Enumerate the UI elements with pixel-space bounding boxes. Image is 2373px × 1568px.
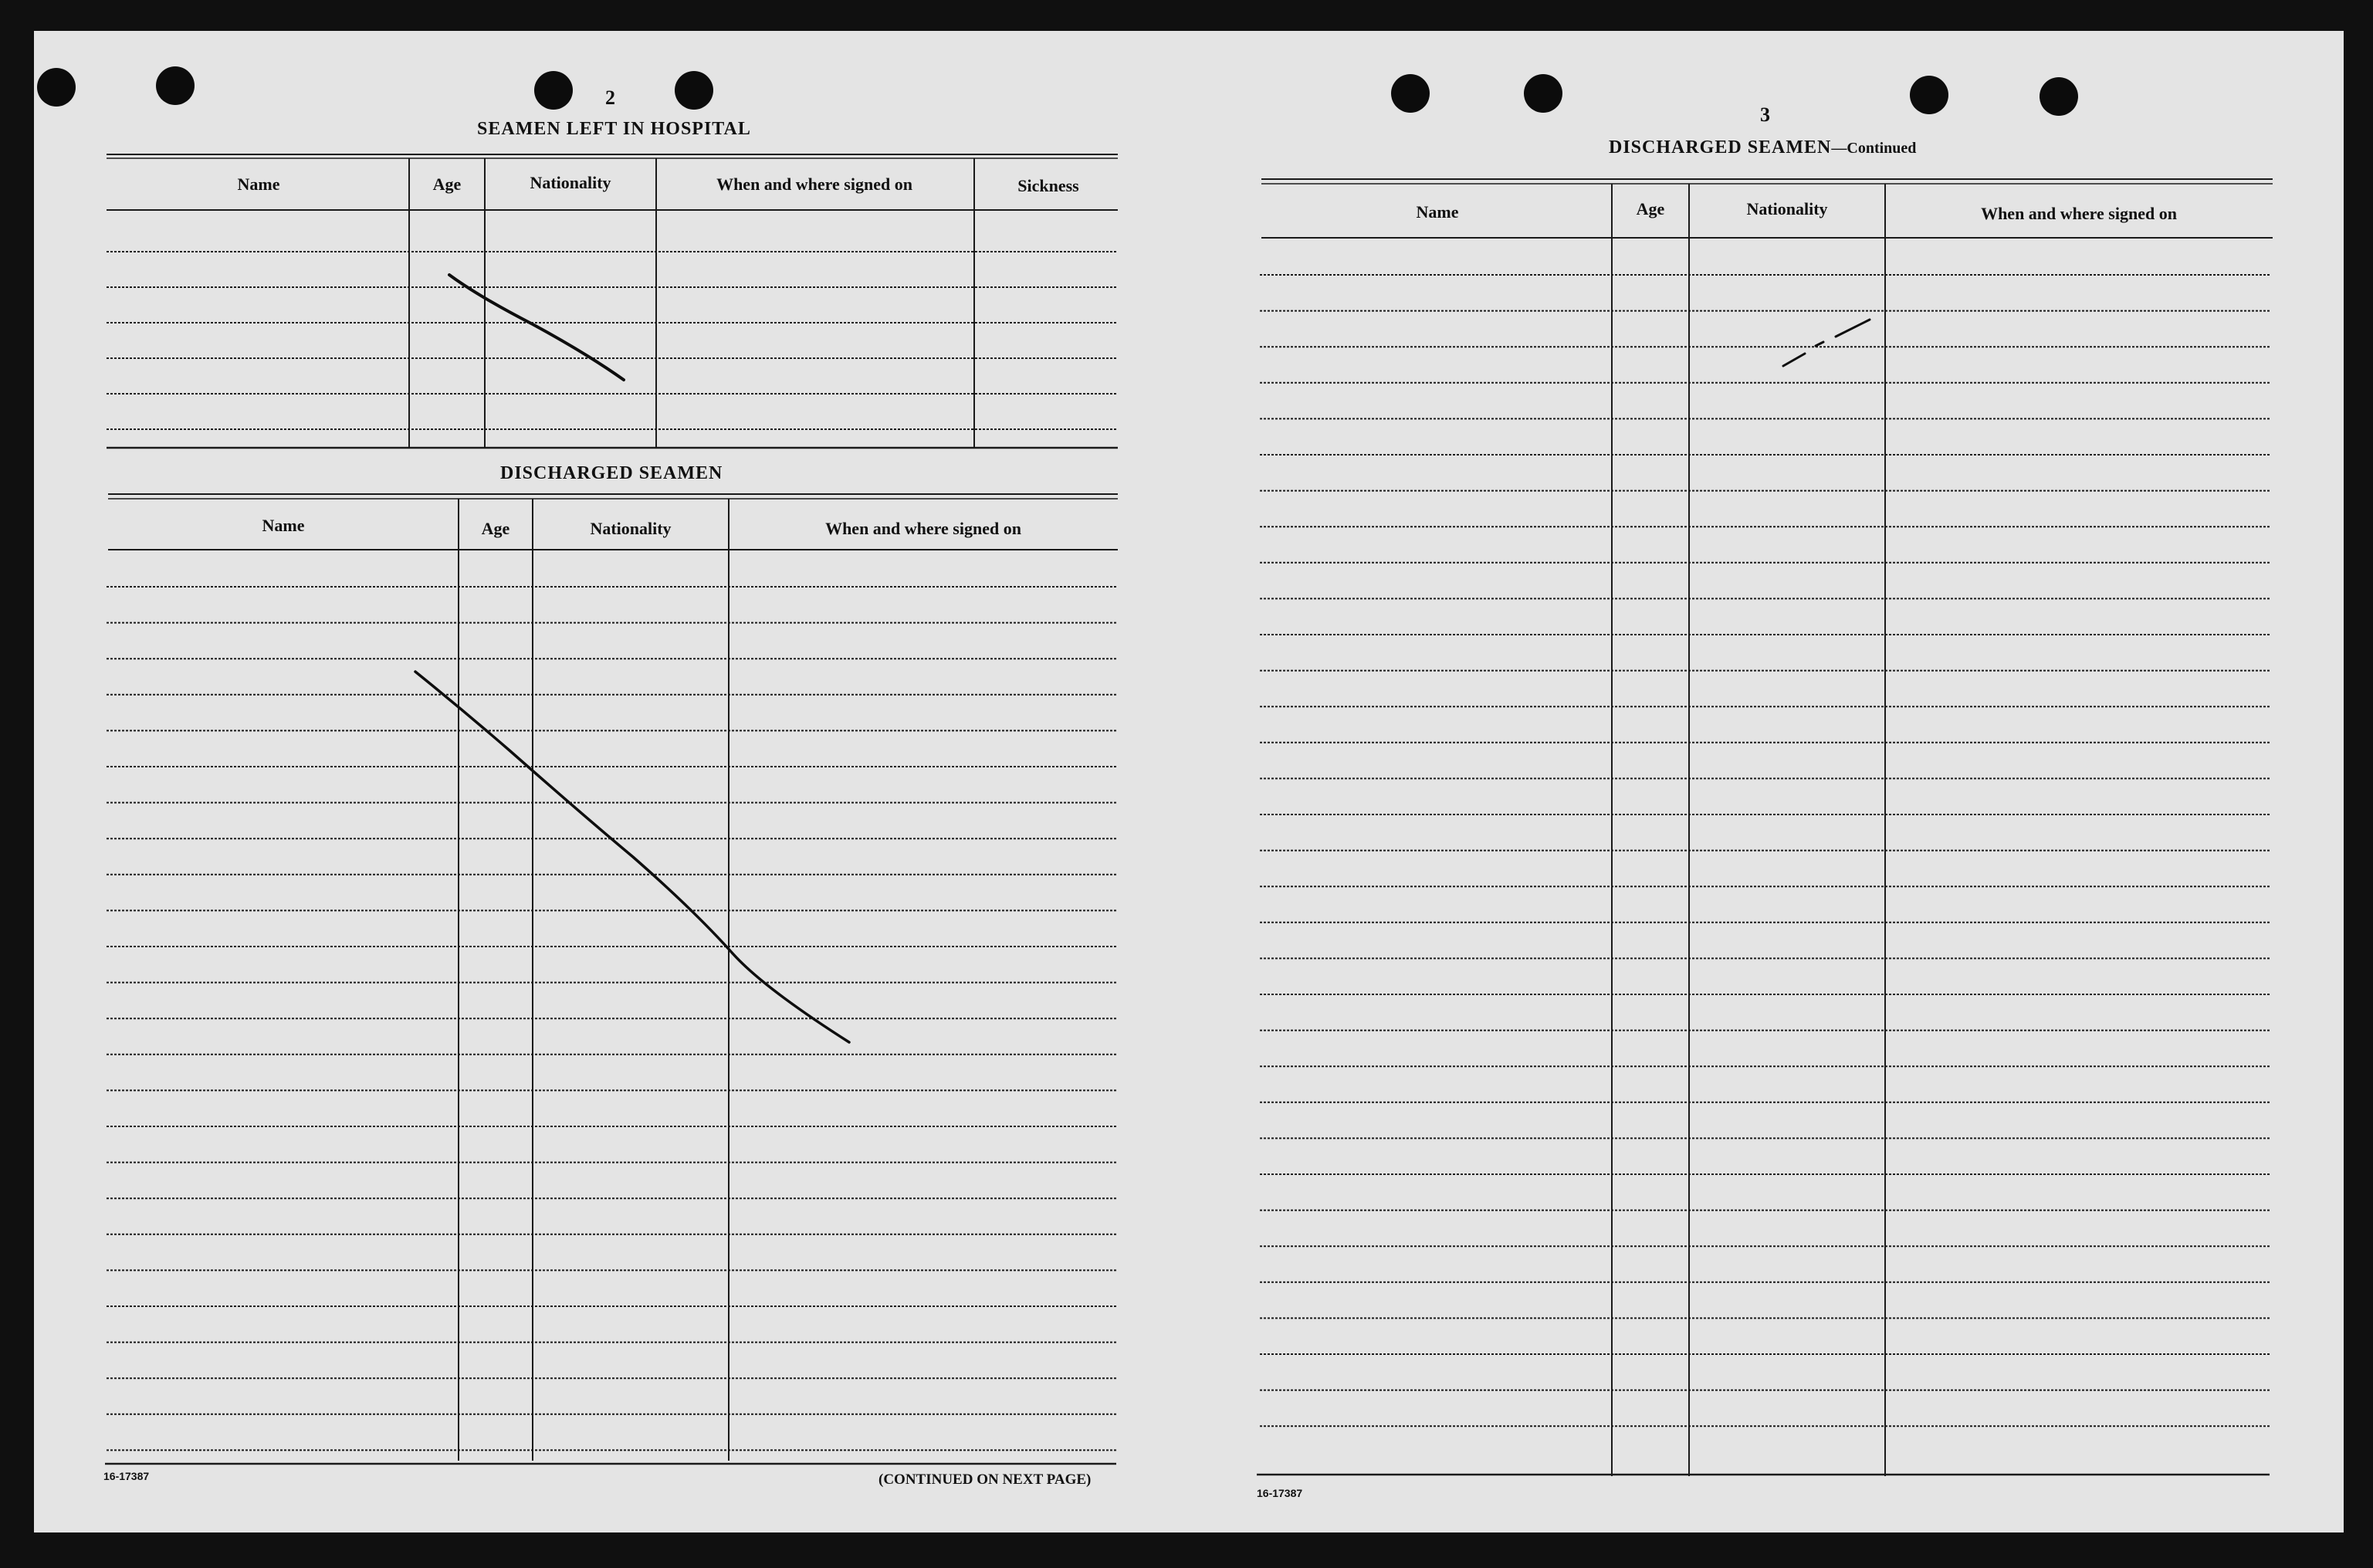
- discharged-col-signed-on: When and where signed on: [825, 519, 1021, 538]
- hospital-col-name: Name: [237, 174, 280, 194]
- cancel-stroke: [449, 275, 624, 380]
- page-number-right: 3: [1760, 103, 1770, 126]
- hospital-section-title: SEAMEN LEFT IN HOSPITAL: [477, 119, 751, 139]
- continued-col-nationality: Nationality: [1746, 199, 1828, 218]
- ink-mark: [1816, 342, 1823, 346]
- cancel-stroke: [415, 672, 849, 1042]
- hospital-col-sickness: Sickness: [1017, 176, 1079, 195]
- continued-col-signed-on: When and where signed on: [1981, 204, 2177, 223]
- title-suffix: —Continued: [1831, 140, 1917, 157]
- discharged-section-title: DISCHARGED SEAMEN: [500, 463, 723, 483]
- ink-mark: [1783, 354, 1805, 366]
- hospital-col-nationality: Nationality: [530, 173, 611, 192]
- discharged-col-nationality: Nationality: [590, 519, 672, 538]
- hospital-col-signed-on: When and where signed on: [716, 174, 912, 194]
- discharged-col-age: Age: [481, 519, 510, 538]
- form-number-right: 16-17387: [1257, 1487, 1303, 1499]
- continued-col-age: Age: [1636, 199, 1665, 218]
- continued-note: (CONTINUED ON NEXT PAGE): [878, 1471, 1092, 1488]
- ink-mark: [1836, 320, 1870, 337]
- form-number-left: 16-17387: [103, 1470, 150, 1482]
- page-number-left: 2: [605, 86, 615, 109]
- discharged-col-name: Name: [262, 516, 305, 535]
- discharged-continued-title: [1609, 137, 1916, 158]
- continued-col-name: Name: [1416, 202, 1459, 222]
- title-main: DISCHARGED SEAMEN: [1609, 137, 1832, 157]
- hospital-col-age: Age: [432, 174, 462, 194]
